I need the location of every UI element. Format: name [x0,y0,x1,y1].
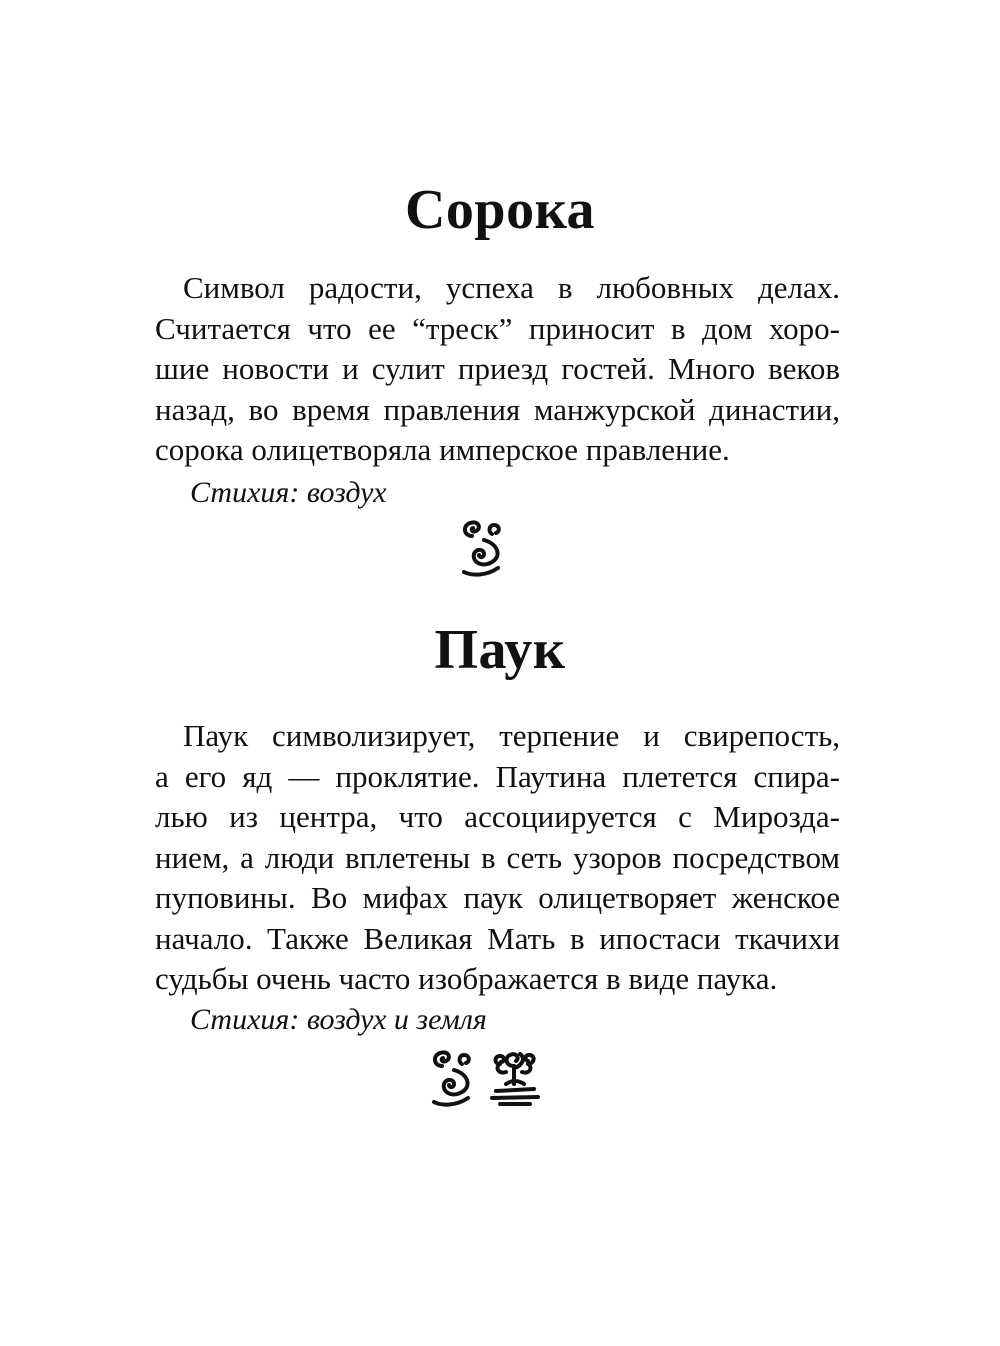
text-line: шие новости и сулит приезд гостей. Много веков [155,351,840,386]
section-title-spider: Паук [434,619,566,681]
section-text-spider [155,716,840,1000]
text-line: сорока олицетворяла имперское правление. [155,432,730,467]
section-text-magpie [155,268,840,471]
text-line: лью из центра, что ассоциируется с Мирозда- [155,799,840,834]
text-line: судьбы очень часто изображается в виде паука. [155,961,778,996]
section-title-magpie: Сорока [404,179,595,241]
text-line: нием, а люди вплетены в сеть узоров посредством [155,839,840,875]
text-line: а его яд — проклятие. Паутина плетется спира- [155,758,840,794]
text-line: начало. Также Великая Мать в ипостаси ткачихи [155,920,840,956]
text-line: Считается что ее “треск” приносит в дом хоро- [155,310,840,346]
air-swirl-icon [428,1044,480,1108]
earth-tree-icon [486,1044,546,1108]
text-line: пуповины. Во мифах паук олицетворяет женское [155,880,840,915]
air-swirl-icon [458,514,510,578]
text-line: Символ радости, успеха в любовных делах. [183,270,840,305]
text-line: Паук символизирует, терпение и свирепость, [183,718,840,753]
element-label-magpie: Стихия: воздух [190,476,387,509]
text-line: назад, во время правления манжурской династии, [155,391,840,427]
element-label-spider: Стихия: воздух и земля [190,1003,487,1036]
